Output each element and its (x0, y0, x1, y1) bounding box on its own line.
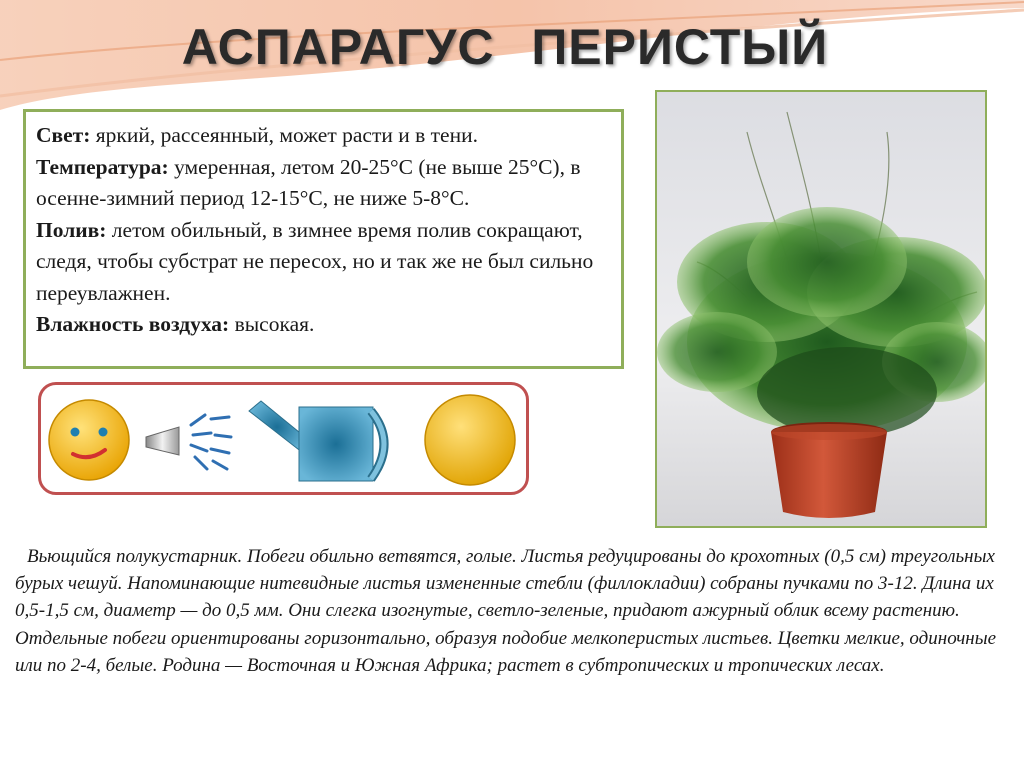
temperature-text: умеренная, летом 20-25°С (не выше 25°С), в осенне-зимний период 12-15°С, не ниже 5-8°С. (36, 154, 581, 210)
light-label: Свет: (36, 123, 91, 147)
spray-icon (141, 403, 236, 478)
humidity-line (36, 309, 611, 341)
watering-text: летом обильный, в зимнее время полив сокращают, следя, чтобы субстрат не пересох, но и так же не был сильно переувлажнен. (36, 217, 594, 305)
light-line (36, 120, 611, 152)
watering-label: Полив: (36, 217, 107, 242)
light-text: яркий, рассеянный, может расти и в тени. (90, 123, 478, 147)
humidity-text: высокая. (229, 312, 315, 336)
watering-can-icon (247, 397, 397, 485)
asparagus-plant-image (657, 92, 987, 528)
plant-photo (655, 90, 987, 528)
plant-description: Вьющийся полукустарник. Побеги обильно ветвятся, голые. Листья редуцированы до крохотных (0,5 см) треугольных бурых чешуй. Напоминающие нитевидные листья измененные стебли (филлокладии) собраны пучками по 3-12. Длина их 0,5-1,5 см, диаметр — до 0,5 мм. Они слегка изогнутые, светло-зеленые, придают ажурный облик всему растению. Отдельные побеги ориентированы горизонтально, образуя подобие мелкоперистых листьев. Цветки мелкие, одиночные или по 2-4, белые. Родина — Восточная и Южная Африка; растет в субтропических и тропических лесах. (15, 546, 996, 676)
smiley-sun-icon (47, 398, 131, 482)
page-title: АСПАРАГУС ПЕРИСТЫЙ (181, 19, 829, 75)
care-info-box (23, 109, 624, 369)
humidity-label: Влажность воздуха: (36, 312, 230, 336)
temperature-label: Температура: (36, 154, 169, 179)
watering-line (36, 215, 611, 310)
sun-disc-icon (423, 393, 517, 487)
temperature-line (36, 152, 611, 215)
care-icons-panel (38, 382, 529, 495)
